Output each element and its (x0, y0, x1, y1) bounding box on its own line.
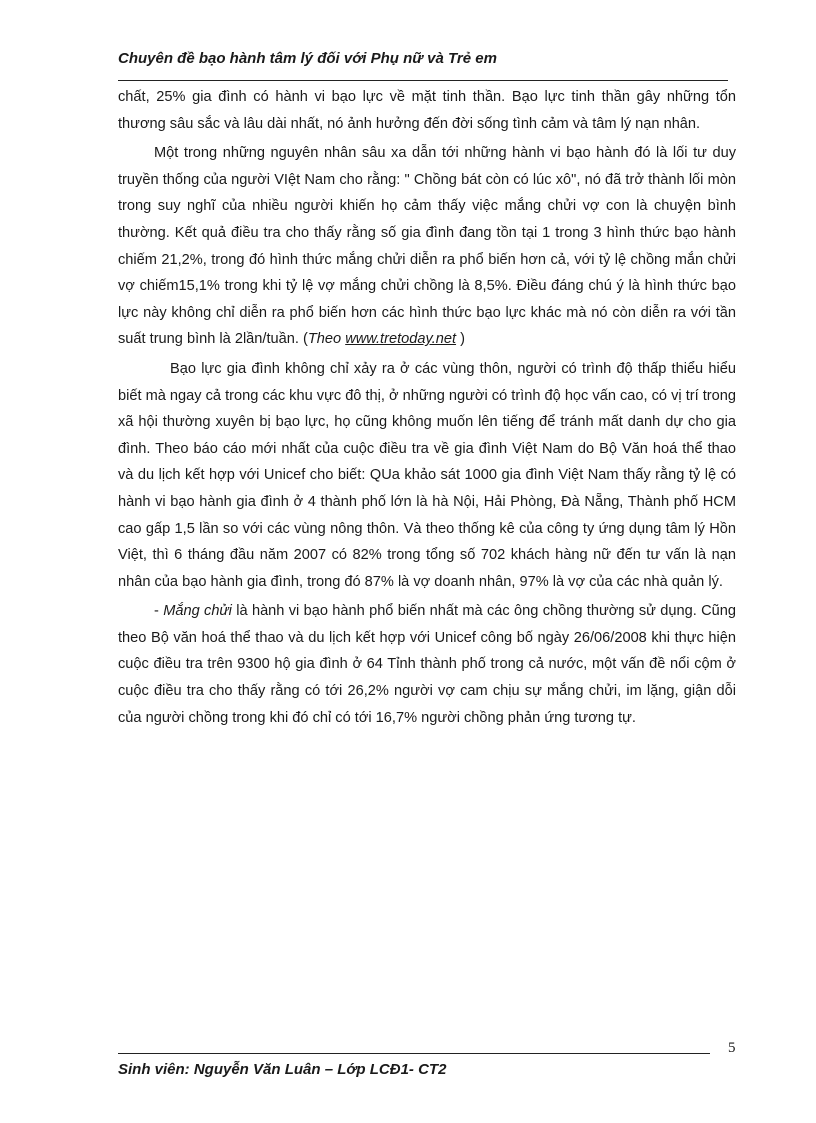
document-body (118, 84, 736, 734)
paragraph-4 (118, 598, 736, 731)
page-number: 5 (728, 1040, 736, 1056)
source-link[interactable]: www.tretoday.net (345, 331, 457, 348)
source-close: ) (456, 331, 465, 348)
paragraph-2 (118, 140, 736, 353)
page-footer-author: Sinh viên: Nguyễn Văn Luân – Lớp LCĐ1- CT2 (118, 1061, 447, 1078)
paragraph-2-text: Một trong những nguyên nhân sâu xa dẫn tới những hành vi bạo hành đó là lối tư duy truyền thống của người VIệt Nam cho rằng: " Chồng bát còn có lúc xô", nó đã trở thành lối mòn trong suy nghĩ của nhiều người khiến họ cảm thấy việc mắng chửi vợ con là chuyện bình thường. Kết quả điều tra cho thấy rằng số gia đình đang tồn tại 1 trong 3 hình thức bạo hành chiếm 21,2%, trong đó hình thức mắng chửi diễn ra phổ biến hơn cả, với tỷ lệ chồng mắn chửi vợ chiếm15,1% trong khi tỷ lệ vợ mắng chửi chồng là 8,5%. Điều đáng chú ý là hình thức bạo lực này không chỉ diễn ra phổ biến hơn các hình thức bạo lực khác mà nó còn diễn ra với tần suất trung bình là 2lần/tuần. ( (118, 145, 736, 348)
paragraph-3: Bạo lực gia đình không chỉ xảy ra ở các vùng thôn, người có trình độ thấp thiểu hiểu biết mà ngay cả trong các khu vực đô thị, ở những người có trình độ học vấn cao, có vị trí trong xã hội thường xuyên bị bạo lực, họ cũng không muốn lên tiếng để tránh mất danh dự cho gia đình. Theo báo cáo mới nhất của cuộc điều tra về gia đình Việt Nam do Bộ Văn hoá thể thao và du lịch kết hợp với Unicef cho biết: QUa khảo sát 1000 gia đình Việt Nam thấy rằng tỷ lệ có hành vi bạo hành gia đình ở 4 thành phố lớn là hà Nội, Hải Phòng, Đà Nẵng, Thành phố HCM cao gấp 1,5 lần so với các vùng nông thôn. Và theo thống kê của công ty ứng dụng tâm lý Hồn Việt, thì 6 tháng đầu năm 2007 có 82% trong tổng số 702 khách hàng nữ đến tư vấn là nạn nhân của bạo hành gia đình, trong đó 87% là vợ doanh nhân, 97% là vợ của các nhà quản lý. (118, 360, 736, 590)
source-label: Theo (307, 331, 342, 348)
paragraph-4-term: Mắng chửi (163, 603, 232, 620)
page-header-title: Chuyên đề bạo hành tâm lý đối với Phụ nữ và Trẻ em (118, 50, 497, 67)
footer-divider (118, 1053, 710, 1054)
paragraph-1: chất, 25% gia đình có hành vi bạo lực về mặt tinh thần. Bạo lực tinh thần gây những tổn thương sâu sắc và lâu dài nhất, nó ảnh hưởng đến đời sống tình cảm và tâm lý nạn nhân. (118, 89, 736, 132)
paragraph-4-prefix: - (154, 603, 164, 620)
header-divider (118, 80, 728, 81)
paragraph-4-text: là hành vi bạo hành phổ biến nhất mà các ông chồng thường sử dụng. Cũng theo Bộ văn hoá thể thao và du lịch kết hợp với Unicef công bố ngày 26/06/2008 khi thực hiện cuộc điều tra trên 9300 hộ gia đình ở 64 Tỉnh thành phố trong cả nước, một vấn đề nổi cộm ở cuộc điều tra cho thấy rằng có tới 26,2% người vợ cam chịu sự mắng chửi, im lặng, giận dỗi của người chồng trong khi đó chỉ có tới 16,7% người chồng phản ứng tương tự. (118, 603, 736, 726)
